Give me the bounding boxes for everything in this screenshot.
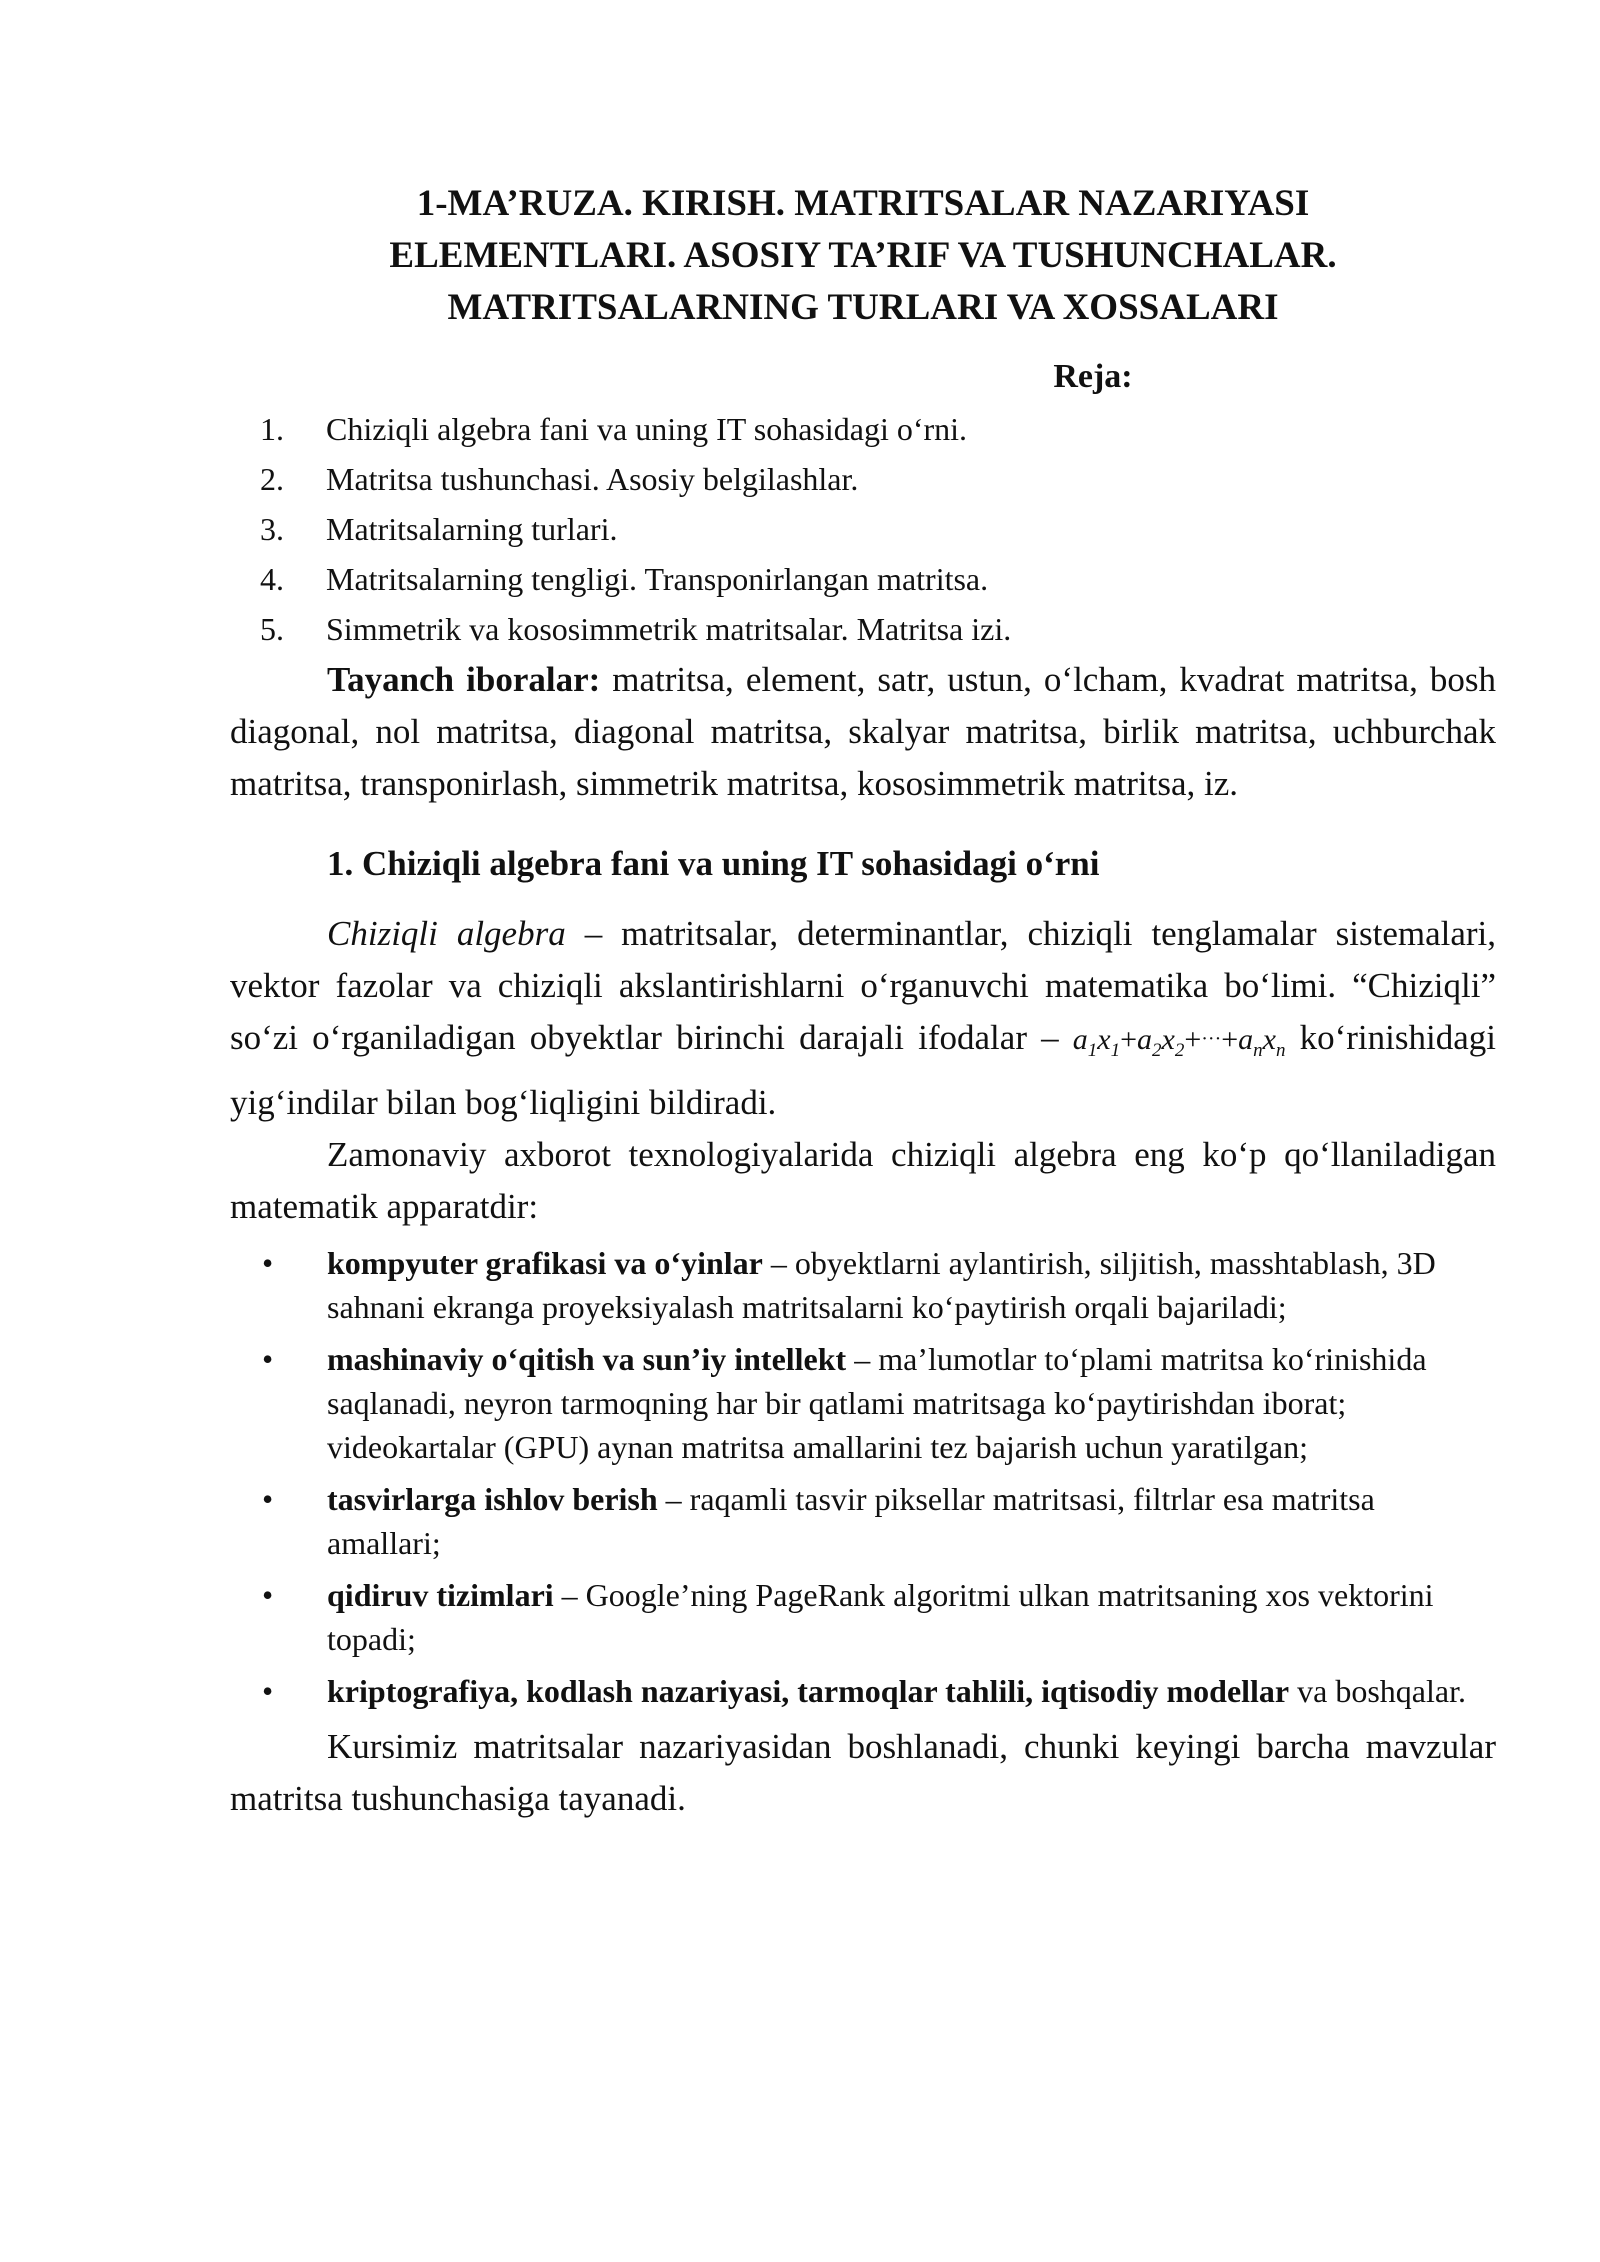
- plan-item: [230, 404, 1496, 454]
- plan-item-text: Simmetrik va kososimmetrik matritsalar. Matritsa izi.: [326, 611, 1012, 647]
- keywords-label: Tayanch iboralar:: [327, 660, 601, 699]
- plan-item-number: 3.: [260, 511, 284, 547]
- plan-item: [230, 454, 1496, 504]
- list-item-term: kriptografiya, kodlash nazariyasi, tarmoqlar tahlili, iqtisodiy modellar: [327, 1673, 1290, 1709]
- plan-item-text: Matritsa tushunchasi. Asosiy belgilashlar.: [326, 461, 859, 497]
- keywords-text: matritsa, element, satr, ustun, o‘lcham, kvadrat matritsa, bosh diagonal, nol matritsa, diagonal matritsa, skalyar matritsa, birlik matritsa, uchburchak matritsa, transponirlash, simmetrik matritsa, kososimmetrik matritsa, iz.: [230, 660, 1496, 803]
- list-item: [230, 1477, 1496, 1565]
- plan-item-number: 2.: [260, 461, 284, 497]
- lecture-title: [230, 178, 1496, 334]
- plan-heading: Reja:: [1053, 358, 1133, 395]
- list-item-text: – Google’ning PageRank algoritmi ulkan matritsaning xos vektorini topadi;: [327, 1577, 1434, 1657]
- bullet-icon: •: [262, 1341, 274, 1377]
- title-line-3: MATRITSALARNING TURLARI VA XOSSALARI: [447, 287, 1279, 328]
- definition-term: Chiziqli algebra: [327, 914, 566, 953]
- title-line-1: 1-MA’RUZA. KIRISH. MATRITSALAR NAZARIYASI: [416, 183, 1310, 224]
- applications-list: [230, 1241, 1496, 1713]
- plan-item: [230, 504, 1496, 554]
- title-line-2: ELEMENTLARI. ASOSIY TA’RIF VA TUSHUNCHALAR.: [389, 235, 1337, 276]
- bullet-icon: •: [262, 1577, 274, 1613]
- definition-text: – matritsalar, determinantlar, chiziqli tenglamalar sistemalari, vektor fazolar va chiziqli akslantirishlarni o‘rganuvchi matematika bo‘limi. “Chiziqli” so‘zi o‘rganiladigan obyektlar birinchi darajali ifodalar –: [230, 914, 1496, 1057]
- definition-paragraph: [230, 908, 1496, 1129]
- plan-item-number: 4.: [260, 561, 284, 597]
- list-item: [230, 1573, 1496, 1661]
- list-item-text: – raqamli tasvir piksellar matritsasi, filtrlar esa matritsa amallari;: [327, 1481, 1375, 1561]
- section-1-heading: 1. Chiziqli algebra fani va uning IT sohasidagi o‘rni: [327, 844, 1100, 883]
- plan-item: [230, 604, 1496, 654]
- bullet-icon: •: [262, 1481, 274, 1517]
- bullet-icon: •: [262, 1673, 274, 1709]
- list-item-term: mashinaviy o‘qitish va sun’iy intellekt: [327, 1341, 847, 1377]
- plan-item: [230, 554, 1496, 604]
- definition-text-end: ko‘rinishidagi yig‘indilar bilan bog‘liqligini bildiradi.: [230, 1018, 1496, 1122]
- intro-paragraph: Zamonaviy axborot texnologiyalarida chiziqli algebra eng ko‘p qo‘llaniladigan matematik apparatdir:: [230, 1135, 1496, 1226]
- list-item-text: – obyektlarni aylantirish, siljitish, masshtablash, 3D sahnani ekranga proyeksiyalash matritsalarni ko‘paytirish orqali bajariladi;: [327, 1245, 1436, 1325]
- plan-item-text: Chiziqli algebra fani va uning IT sohasidagi o‘rni.: [326, 411, 968, 447]
- document-page: [230, 178, 1496, 1825]
- list-item-term: qidiruv tizimlari: [327, 1577, 554, 1613]
- plan-item-text: Matritsalarning turlari.: [326, 511, 618, 547]
- plan-item-number: 5.: [260, 611, 284, 647]
- plan-item-number: 1.: [260, 411, 284, 447]
- list-item-term: tasvirlarga ishlov berish: [327, 1481, 658, 1517]
- list-item-text: va boshqalar.: [1289, 1673, 1466, 1709]
- list-item: [230, 1241, 1496, 1329]
- keywords-paragraph: [230, 654, 1496, 810]
- plan-list: [230, 404, 1496, 654]
- list-item: [230, 1669, 1496, 1713]
- plan-item-text: Matritsalarning tengligi. Transponirlangan matritsa.: [326, 561, 989, 597]
- bullet-icon: •: [262, 1245, 274, 1281]
- list-item-text: – ma’lumotlar to‘plami matritsa ko‘rinishida saqlanadi, neyron tarmoqning har bir qatlami matritsaga ko‘paytirishdan iborat; videokartalar (GPU) aynan matritsa amallarini tez bajarish uchun yaratilgan;: [327, 1341, 1427, 1465]
- linear-sum-formula: $a_1x_1+a_2x_2+\cdot\cdot\cdot+a_nx_n$: [1072, 1023, 1286, 1061]
- list-item-term: kompyuter grafikasi va o‘yinlar: [327, 1245, 763, 1281]
- closing-paragraph: Kursimiz matritsalar nazariyasidan boshlanadi, chunki keyingi barcha mavzular matritsa tushunchasiga tayanadi.: [230, 1727, 1496, 1818]
- list-item: [230, 1337, 1496, 1469]
